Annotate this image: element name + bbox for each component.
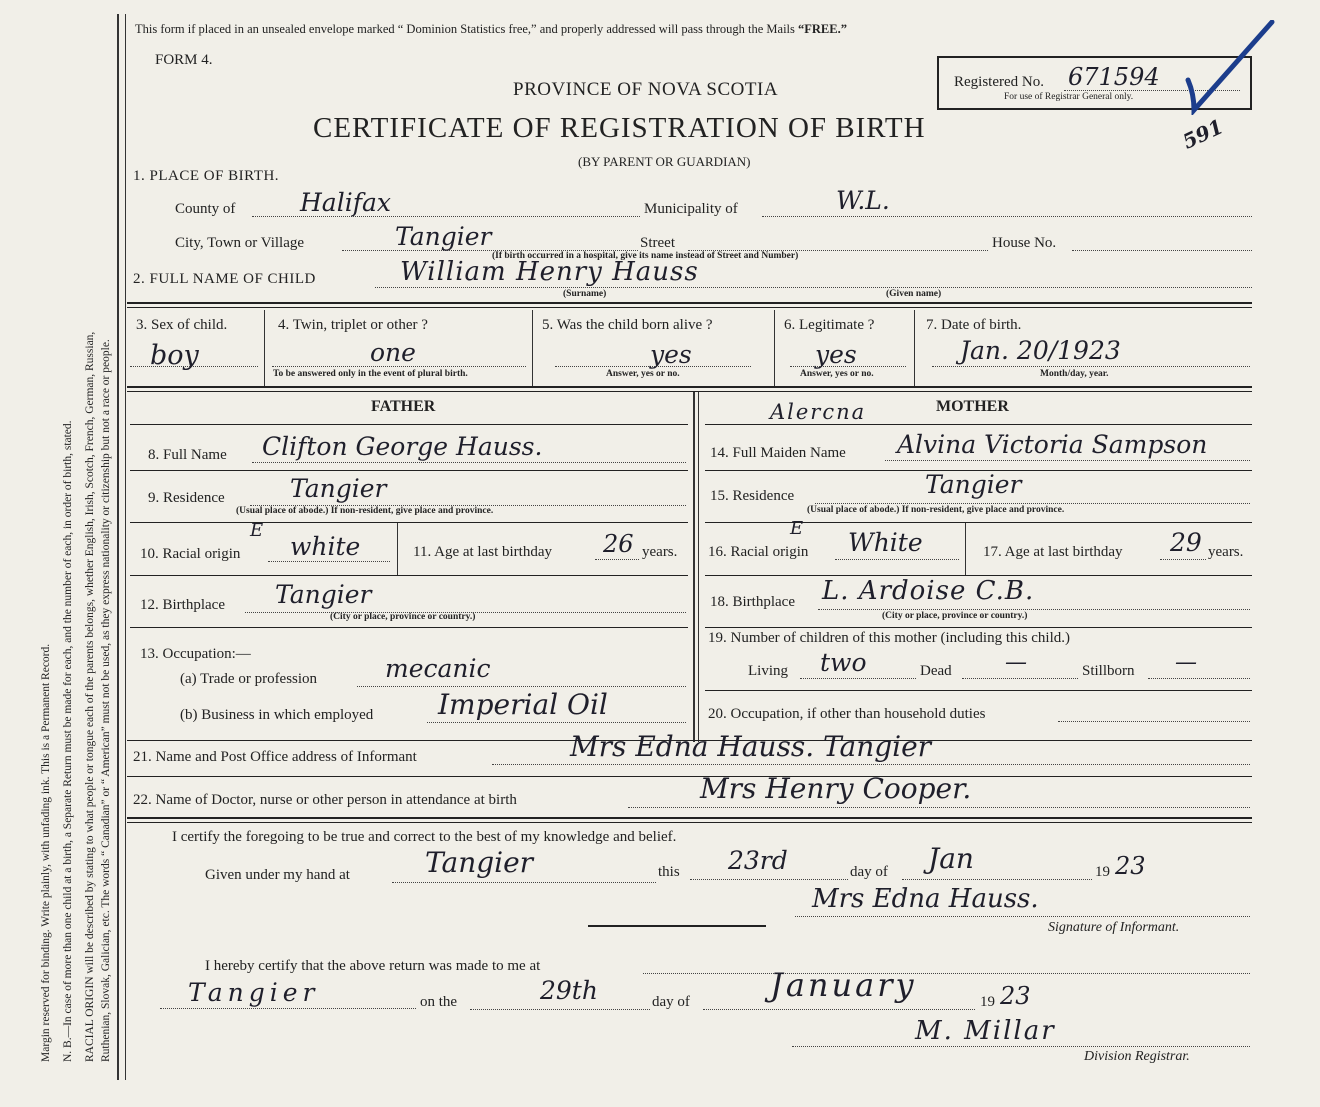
child-name-value: William Henry Hauss <box>400 257 699 287</box>
mother-residence-line <box>815 503 1250 504</box>
onthe-label: on the <box>420 994 458 1010</box>
dob-label: 7. Date of birth. <box>926 317 1022 333</box>
mother-age-value: 29 <box>1170 528 1202 557</box>
mother-race-label: 16. Racial origin <box>708 544 809 560</box>
mother-annotation: Alercna <box>770 400 867 424</box>
father-residence-label: 9. Residence <box>148 490 225 506</box>
father-age-value: 26 <box>603 530 634 558</box>
living-line <box>800 678 916 679</box>
signature-label: Signature of Informant. <box>1048 920 1180 935</box>
registrar-statement: I hereby certify that the above return was made to me at <box>205 958 541 974</box>
margin-rule-inner <box>125 14 126 1080</box>
mother-age-line <box>1160 559 1206 560</box>
divider <box>914 310 915 386</box>
sex-label: 3. Sex of child. <box>136 317 228 333</box>
alive-value: yes <box>650 340 692 369</box>
check-mark-icon <box>1180 20 1280 115</box>
street-label: Street <box>640 235 675 251</box>
certify-statement: I certify the foregoing to be true and correct to the best of my knowledge and belief. <box>172 829 677 845</box>
mother-name-value: Alvina Victoria Sampson <box>897 430 1208 459</box>
mother-name-line <box>885 460 1250 461</box>
father-race-label: 10. Racial origin <box>140 546 241 562</box>
mail-notice-free: “FREE.” <box>798 22 847 36</box>
house-label: House No. <box>992 235 1057 251</box>
mother-residence-value: Tangier <box>925 470 1022 499</box>
father-age-line <box>595 559 639 560</box>
twin-value: one <box>370 338 416 367</box>
given-label: Given under my hand at <box>205 867 350 883</box>
doctor-value: Mrs Henry Cooper. <box>700 772 972 805</box>
divider <box>397 523 398 575</box>
father-residence-note: (Usual place of abode.) If non-resident, give place and province. <box>236 506 494 516</box>
registrar-year-value: 23 <box>1000 982 1031 1010</box>
certificate-title: CERTIFICATE OF REGISTRATION OF BIRTH <box>313 112 926 144</box>
alive-label: 5. Was the child born alive ? <box>542 317 713 333</box>
mail-notice <box>135 22 847 37</box>
registrar-signature-label: Division Registrar. <box>1084 1049 1190 1064</box>
informant-label: 21. Name and Post Office address of Informant <box>133 749 417 765</box>
trade-value: mecanic <box>385 654 491 683</box>
trade-line <box>357 686 686 687</box>
father-race-mark: E <box>250 520 264 541</box>
divider <box>774 310 775 386</box>
divider <box>130 470 688 471</box>
hospital-note: (If birth occurred in a hospital, give its name instead of Street and Number) <box>492 251 799 261</box>
registrar-year-prefix: 19 <box>980 994 995 1010</box>
divider <box>127 307 1252 308</box>
place-of-birth-heading: 1. PLACE OF BIRTH. <box>133 168 280 184</box>
mother-race-value: White <box>848 528 923 557</box>
father-name-label: 8. Full Name <box>148 447 227 463</box>
doctor-line <box>628 807 1250 808</box>
father-birthplace-note: (City or place, province or country.) <box>330 612 476 622</box>
father-age-label: 11. Age at last birthday <box>413 544 552 560</box>
stamp-number: 591 <box>1178 114 1227 154</box>
divider <box>705 627 1252 628</box>
legitimate-note: Answer, yes or no. <box>800 369 874 379</box>
legitimate-label: 6. Legitimate ? <box>784 317 875 333</box>
divider <box>130 424 688 425</box>
municipality-value: W.L. <box>836 186 890 215</box>
day-line <box>690 879 848 880</box>
registrar-statement-line <box>643 973 1250 974</box>
mother-age-unit: years. <box>1208 544 1244 560</box>
child-name-line <box>375 287 1252 288</box>
margin-rule <box>117 14 119 1080</box>
city-value: Tangier <box>395 222 492 251</box>
dead-value: — <box>1005 650 1027 675</box>
dob-line <box>932 366 1250 367</box>
business-label: (b) Business in which employed <box>180 707 374 723</box>
father-birthplace-label: 12. Birthplace <box>140 597 225 613</box>
divider <box>264 310 265 386</box>
mother-age-label: 17. Age at last birthday <box>983 544 1123 560</box>
mother-heading: MOTHER <box>936 398 1009 415</box>
stillborn-line <box>1148 678 1250 679</box>
cert-year-prefix: 19 <box>1095 864 1110 880</box>
father-race-line <box>268 561 390 562</box>
informant-line <box>492 764 1250 765</box>
stillborn-value: — <box>1175 650 1197 675</box>
registrar-dayof-label: day of <box>652 994 690 1010</box>
child-name-label: 2. FULL NAME OF CHILD <box>133 271 316 287</box>
divider <box>588 925 766 927</box>
father-age-unit: years. <box>642 544 678 560</box>
dead-line <box>962 678 1078 679</box>
city-label: City, Town or Village <box>175 235 305 251</box>
mother-occupation-label: 20. Occupation, if other than household duties <box>708 706 986 722</box>
stillborn-label: Stillborn <box>1082 663 1135 679</box>
registrar-signature: M. Millar <box>915 1016 1056 1046</box>
mother-race-mark: E <box>790 518 804 539</box>
father-heading: FATHER <box>371 398 436 415</box>
margin-note-nb: N. B.—In case of more than one child at a birth, a Separate Return must be made for each, and the number of each, in order of birth, stated. <box>62 420 74 1062</box>
municipality-label: Municipality of <box>644 201 738 217</box>
mother-residence-note: (Usual place of abode.) If non-resident, give place and province. <box>807 505 1065 515</box>
cert-year-value: 23 <box>1115 852 1146 880</box>
given-name-note: (Given name) <box>886 289 942 299</box>
divider <box>705 690 1252 691</box>
given-place-line <box>392 882 656 883</box>
divider <box>127 391 1252 392</box>
registered-number: 671594 <box>1068 63 1160 91</box>
business-line <box>427 722 686 723</box>
living-label: Living <box>748 663 788 679</box>
mail-notice-text: This form if placed in an unsealed envelope marked “ Dominion Statistics free,” and properly addressed will pass through the Mails <box>135 22 799 36</box>
divider <box>698 392 699 742</box>
divider <box>127 386 1252 388</box>
trade-label: (a) Trade or profession <box>180 671 318 687</box>
province-heading: PROVINCE OF NOVA SCOTIA <box>513 79 779 100</box>
cert-dayof-label: day of <box>850 864 888 880</box>
mother-birthplace-label: 18. Birthplace <box>710 594 795 610</box>
divider <box>705 424 1252 425</box>
dob-note: Month/day, year. <box>1040 369 1109 379</box>
registrar-place-value: Tangier <box>188 978 320 1007</box>
cert-day-value: 23rd <box>728 846 788 875</box>
margin-note-racial-2: Ruthenian, Slovak, Galician, etc. The words “ Canadian” or “ American” must not be used, as they express nationality or citizenship but not a race or people. <box>100 339 112 1062</box>
living-value: two <box>820 648 867 677</box>
twin-label: 4. Twin, triplet or other ? <box>278 317 428 333</box>
father-birthplace-value: Tangier <box>275 580 372 609</box>
registrar-month-value: January <box>770 966 917 1004</box>
divider <box>705 522 1252 523</box>
doctor-label: 22. Name of Doctor, nurse or other person in attendance at birth <box>133 792 517 808</box>
divider <box>127 302 1252 304</box>
father-residence-value: Tangier <box>290 474 387 503</box>
divider <box>965 523 966 575</box>
municipality-line <box>762 216 1252 217</box>
this-label: this <box>658 864 680 880</box>
county-value: Halifax <box>300 188 391 217</box>
form-number: FORM 4. <box>155 52 213 68</box>
father-race-value: white <box>290 532 361 561</box>
house-line <box>1072 250 1252 251</box>
mother-residence-label: 15. Residence <box>710 488 795 504</box>
divider <box>130 627 688 628</box>
mother-occupation-line <box>1058 721 1250 722</box>
divider <box>532 310 533 386</box>
divider <box>127 776 1252 777</box>
registrar-place-line <box>160 1008 416 1009</box>
divider <box>127 822 1252 823</box>
cert-month-value: Jan <box>928 842 974 875</box>
mother-race-line <box>835 559 959 560</box>
signature-line <box>795 916 1250 917</box>
alive-note: Answer, yes or no. <box>606 369 680 379</box>
certificate-subtitle: (BY PARENT OR GUARDIAN) <box>578 154 751 169</box>
surname-note: (Surname) <box>563 289 607 299</box>
twin-note: To be answered only in the event of plural birth. <box>273 369 468 379</box>
margin-note-racial-1: RACIAL ORIGIN will be described by stating to what people or tongue each of the parents belongs, whether English, Irish, Scotch, French, German, Russian, <box>84 331 96 1062</box>
father-name-value: Clifton George Hauss. <box>262 432 543 461</box>
informant-signature: Mrs Edna Hauss. <box>812 884 1039 914</box>
legitimate-value: yes <box>815 340 857 369</box>
business-value: Imperial Oil <box>438 688 608 721</box>
registrar-month-line <box>703 1009 975 1010</box>
month-line <box>902 879 1092 880</box>
mother-name-label: 14. Full Maiden Name <box>710 445 846 461</box>
divider <box>127 817 1252 819</box>
margin-note-binding: Margin reserved for binding. Write plainly, with unfading ink. This is a Permanent Record. <box>40 643 52 1062</box>
county-label: County of <box>175 201 236 217</box>
mother-birthplace-note: (City or place, province or country.) <box>882 611 1028 621</box>
father-name-line <box>252 462 686 463</box>
dead-label: Dead <box>920 663 952 679</box>
registrar-signature-line <box>792 1046 1250 1047</box>
divider <box>130 575 688 576</box>
sex-value: boy <box>150 340 199 371</box>
registrar-day-value: 29th <box>540 976 598 1005</box>
children-label: 19. Number of children of this mother (including this child.) <box>708 630 1071 646</box>
registered-label: Registered No. <box>954 74 1044 90</box>
mother-birthplace-line <box>818 609 1250 610</box>
divider <box>130 522 688 523</box>
registrar-note: For use of Registrar General only. <box>1004 92 1134 102</box>
mother-birthplace-value: L. Ardoise C.B. <box>822 576 1035 606</box>
divider <box>693 392 695 742</box>
given-place-value: Tangier <box>425 846 534 879</box>
informant-value: Mrs Edna Hauss. Tangier <box>570 730 932 763</box>
father-occupation-label: 13. Occupation:— <box>140 646 251 662</box>
registrar-day-line <box>470 1009 650 1010</box>
dob-value: Jan. 20/1923 <box>960 336 1121 365</box>
